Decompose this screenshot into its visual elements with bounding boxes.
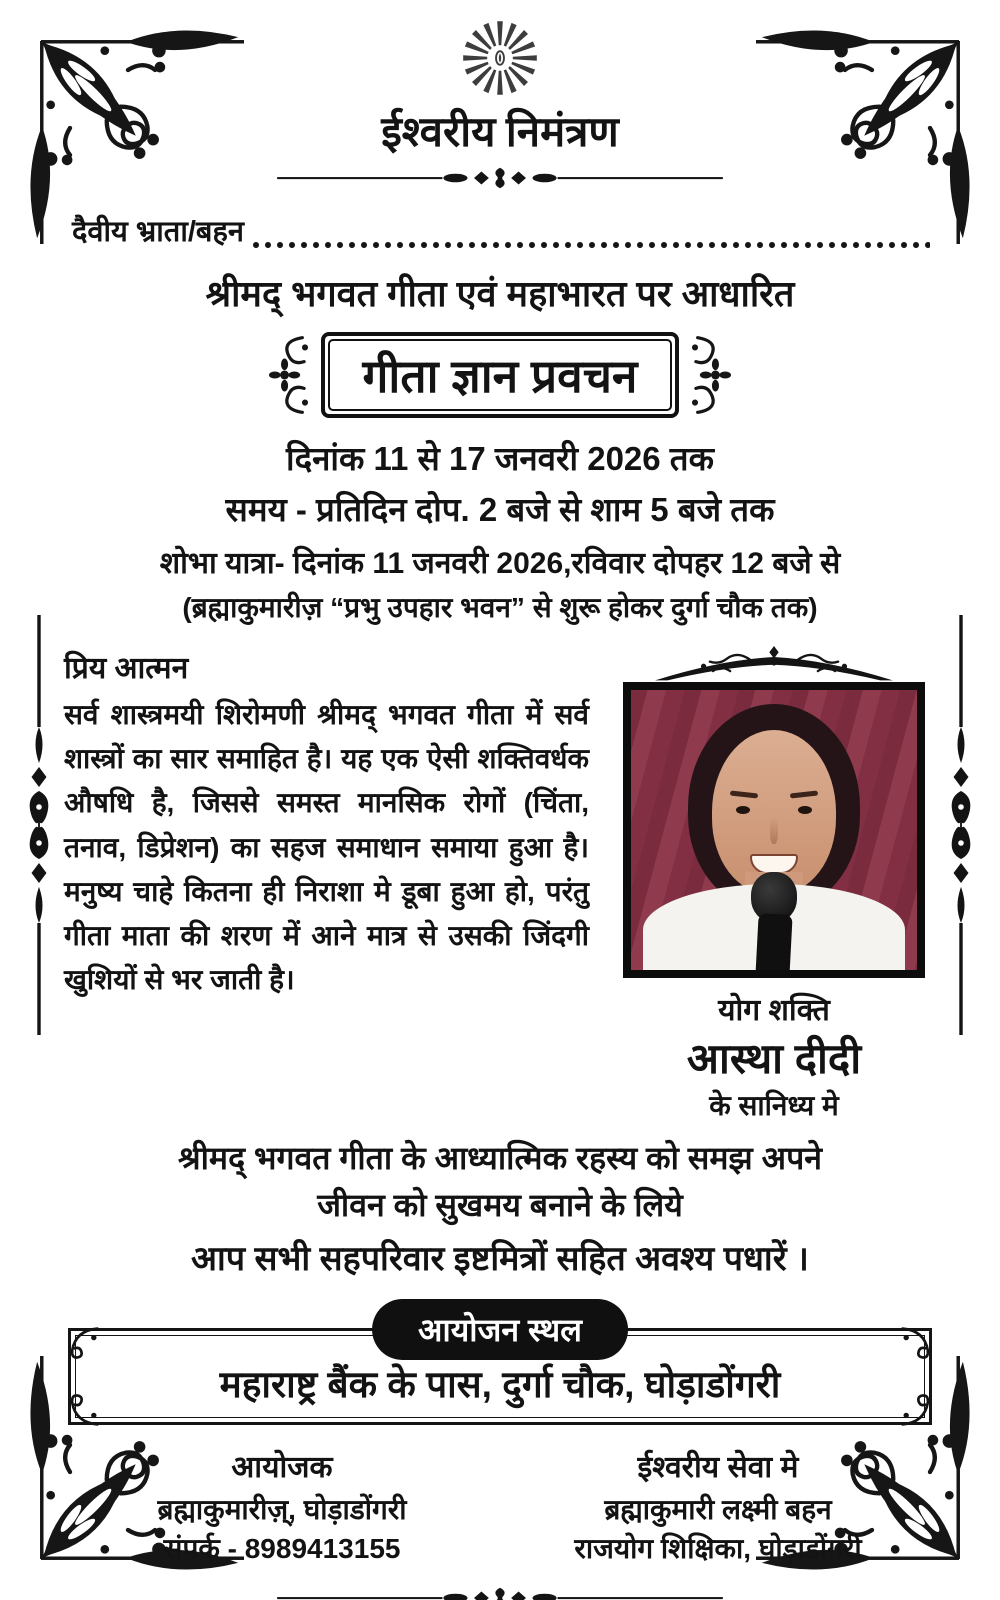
message-body: सर्व शास्त्रमयी शिरोमणी श्रीमद् भगवत गीता में सर्व शास्त्रों का सार समाहित है। यह एक ऐसी शक्तिवर्धक औषधि है, जिससे समस्त मानसिक रोगों (चिंता, तनाव, डिप्रेशन) का सहज समाधान समाया हुआ है। मनुष्य चाहे कितना ही निराशा मे डूबा हुआ हो, परंतु गीता माता की शरण में आने मात्र से उसकी जिंदगी खुशियों से भर जाती है। <box>64 699 589 996</box>
procession-line-1: शोभा यात्रा- दिनांक 11 जनवरी 2026,रविवार दोपहर 12 बजे से <box>159 547 841 580</box>
venue-corner-curl-icon <box>65 1325 101 1361</box>
service-heading: ईश्वरीय सेवा मे <box>637 1451 799 1484</box>
organizer-column <box>64 1447 500 1569</box>
venue-corner-curl-icon <box>899 1392 935 1428</box>
speaker-block <box>612 646 936 1124</box>
venue-corner-curl-icon <box>899 1325 935 1361</box>
appeal-block <box>64 1136 936 1280</box>
page-title: ईश्वरीय निमंत्रण <box>381 110 619 156</box>
service-name: ब्रह्माकुमारी लक्ष्मी बहन <box>604 1493 832 1525</box>
bottom-divider-icon <box>190 1585 810 1600</box>
organizer-contact: संपर्क - 8989413155 <box>163 1533 401 1565</box>
name-fill-dotted-line <box>250 226 930 250</box>
microphone-handle <box>755 913 792 978</box>
event-time-line: समय - प्रतिदिन दोप. 2 बजे से शाम 5 बजे तक <box>225 491 775 528</box>
appeal-line-1: श्रीमद् भगवत गीता के आध्यात्मिक रहस्य को समझ अपने <box>177 1140 823 1176</box>
speaker-brow <box>730 791 758 799</box>
speaker-post-title: के सानिध्य मे <box>709 1090 839 1121</box>
speaker-pre-title: योग शक्ति <box>718 994 830 1027</box>
appeal-line-3: आप सभी सहपरिवार इष्टमित्रों सहित अवश्य पधारें । <box>191 1240 809 1278</box>
service-column <box>500 1447 936 1569</box>
venue-corner-curl-icon <box>65 1392 101 1428</box>
message-block <box>64 646 589 1124</box>
brahma-kumaris-rays-icon <box>460 18 540 98</box>
organizer-heading: आयोजक <box>231 1451 333 1484</box>
speaker-brow <box>790 791 818 799</box>
organizer-name: ब्रह्माकुमारीज़्, घोड़ाडोंगरी <box>157 1493 407 1525</box>
box-flourish-left-icon <box>265 329 313 421</box>
speaker-eye <box>736 806 750 814</box>
title-divider-icon <box>250 165 750 191</box>
speaker-nose <box>770 818 778 844</box>
service-role: राजयोग शिक्षिका, घोड़ाडोंगरी <box>574 1533 862 1565</box>
box-flourish-right-icon <box>687 329 735 421</box>
venue-label-pill: आयोजन स्थल <box>372 1299 628 1360</box>
photo-lace-icon <box>624 646 924 682</box>
venue-address: महाराष्ट्र बैंक के पास, दुर्गा चौक, घोड़ाडोंगरी <box>219 1364 781 1405</box>
procession-line-2: (ब्रह्माकुमारीज़ “प्रभु उपहार भवन” से शुरू होकर दुर्गा चौक तक) <box>182 592 818 623</box>
salutation-row <box>72 211 930 250</box>
event-title: गीता ज्ञान प्रवचन <box>362 350 638 402</box>
speaker-name: आस्था दीदी <box>686 1035 862 1082</box>
event-title-box <box>321 332 680 418</box>
greeting: प्रिय आत्मन <box>64 652 189 685</box>
speaker-eye <box>798 806 812 814</box>
middle-section <box>64 646 936 1124</box>
footer-columns <box>64 1447 936 1569</box>
speaker-smile <box>750 854 798 874</box>
venue-box <box>68 1312 932 1425</box>
event-date-line: दिनांक 11 से 17 जनवरी 2026 तक <box>286 440 714 477</box>
speaker-photo <box>623 682 925 978</box>
speaker-face <box>712 730 836 894</box>
event-title-row <box>64 329 936 421</box>
based-on-line: श्रीमद् भगवत गीता एवं महाभारत पर आधारित <box>205 273 795 314</box>
appeal-line-2: जीवन को सुखमय बनाने के लिये <box>317 1187 683 1223</box>
salutation-label: दैवीय भ्राता/बहन <box>72 216 244 248</box>
